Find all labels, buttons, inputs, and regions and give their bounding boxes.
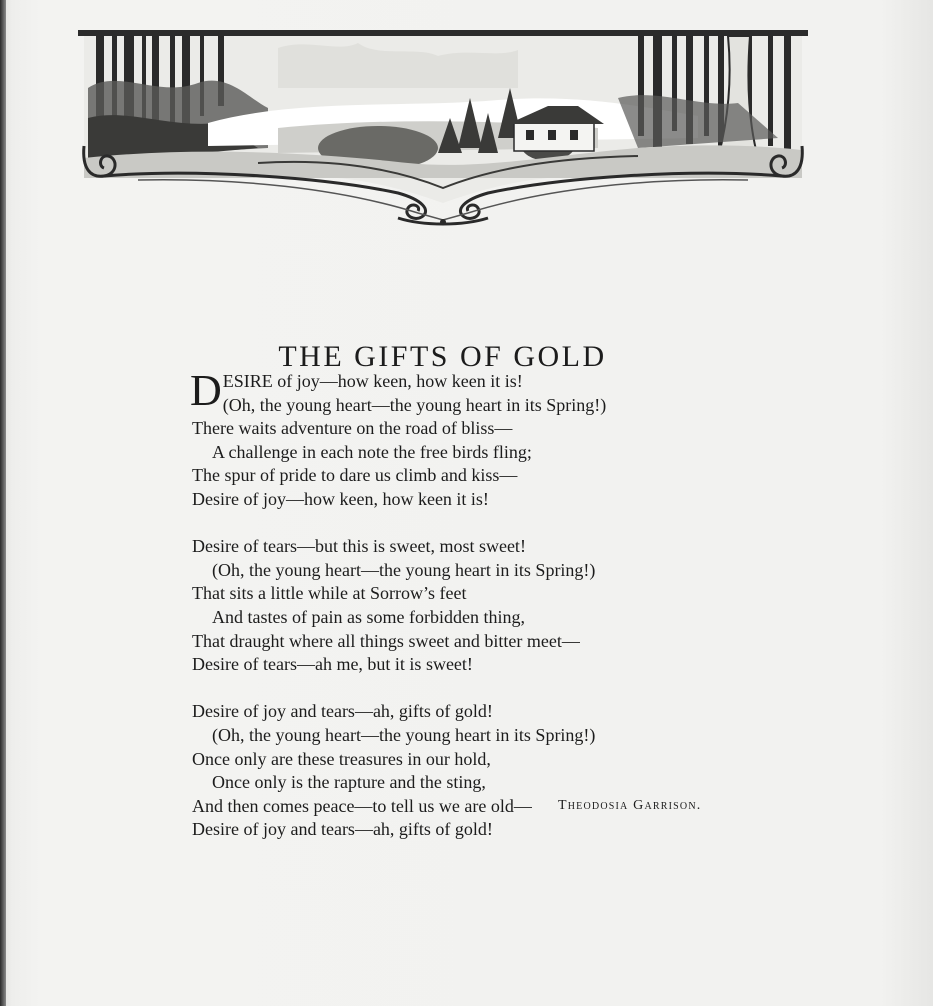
poem-line: Desire of joy—how keen, how keen it is! bbox=[192, 488, 489, 509]
poem-line: There waits adventure on the road of bliss— bbox=[192, 418, 513, 439]
stanza-2 bbox=[192, 535, 812, 677]
poem-line: That sits a little while at Sorrow’s feet bbox=[192, 583, 467, 604]
line-text: ESIRE of joy—how keen, how keen it is! bbox=[222, 371, 523, 391]
page-binding-edge bbox=[0, 0, 6, 1006]
poem-line: That draught where all things sweet and bitter meet— bbox=[192, 630, 580, 651]
poem-author: Theodosia Garrison. bbox=[558, 798, 702, 813]
stanza-1 bbox=[190, 366, 812, 512]
poem-line: A challenge in each note the free birds fling; bbox=[212, 441, 532, 462]
stanza-3 bbox=[192, 700, 812, 842]
poem-line: (Oh, the young heart—the young heart in its Spring!) bbox=[212, 724, 596, 745]
drop-cap: D bbox=[190, 366, 222, 415]
poem-line: (Oh, the young heart—the young heart in its Spring!) bbox=[222, 394, 607, 415]
poem-line: Once only are these treasures in our hold, bbox=[192, 748, 491, 769]
poem-line: Desire of joy and tears—ah, gifts of gold! bbox=[192, 819, 493, 840]
poem-line: And then comes peace—to tell us we are old— bbox=[192, 795, 532, 816]
poem-line: And tastes of pain as some forbidden thing, bbox=[212, 606, 525, 627]
poem-title: THE GIFTS OF GOLD bbox=[278, 340, 607, 374]
poem-line: Once only is the rapture and the sting, bbox=[212, 772, 486, 793]
poem-line: (Oh, the young heart—the young heart in its Spring!) bbox=[212, 559, 596, 580]
poem-line: Desire of tears—but this is sweet, most sweet! bbox=[192, 536, 526, 557]
poem-line: The spur of pride to dare us climb and kiss— bbox=[192, 465, 518, 486]
poem-line: Desire of tears—ah me, but it is sweet! bbox=[192, 654, 473, 675]
poem-body bbox=[190, 366, 812, 865]
landscape-headpiece-illustration bbox=[78, 28, 808, 228]
poem-line: Desire of joy and tears—ah, gifts of gold! bbox=[192, 701, 493, 722]
